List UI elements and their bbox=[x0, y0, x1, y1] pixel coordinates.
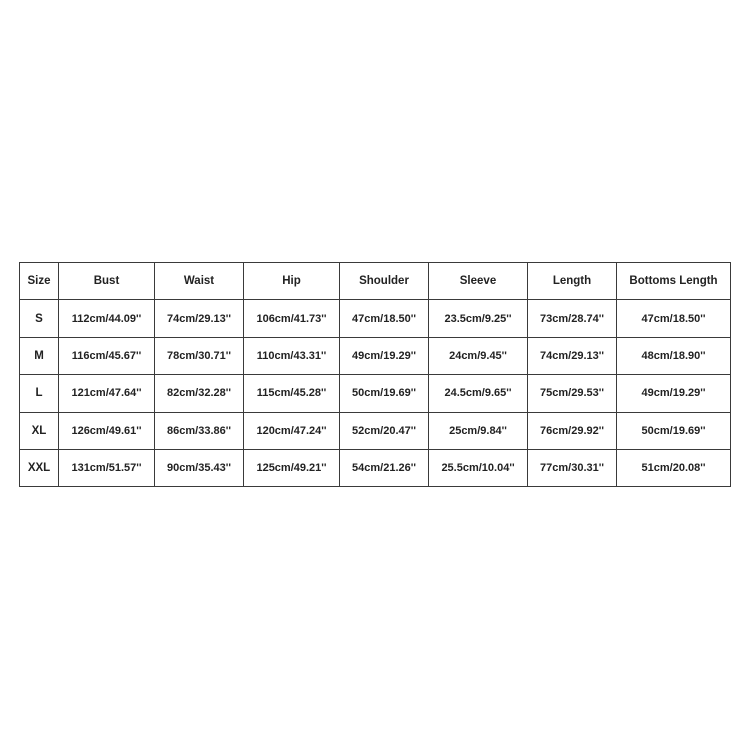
header-size: Size bbox=[20, 263, 59, 300]
length-cell: 77cm/30.31'' bbox=[528, 449, 617, 486]
sleeve-cell: 24cm/9.45'' bbox=[429, 337, 528, 374]
hip-cell: 125cm/49.21'' bbox=[244, 449, 340, 486]
bottoms-length-cell: 50cm/19.69'' bbox=[617, 412, 731, 449]
waist-cell: 86cm/33.86'' bbox=[155, 412, 244, 449]
shoulder-cell: 54cm/21.26'' bbox=[340, 449, 429, 486]
sleeve-cell: 25cm/9.84'' bbox=[429, 412, 528, 449]
length-cell: 74cm/29.13'' bbox=[528, 337, 617, 374]
hip-cell: 106cm/41.73'' bbox=[244, 300, 340, 337]
bust-cell: 112cm/44.09'' bbox=[59, 300, 155, 337]
sleeve-cell: 24.5cm/9.65'' bbox=[429, 375, 528, 412]
table-row bbox=[20, 337, 731, 374]
header-waist: Waist bbox=[155, 263, 244, 300]
shoulder-cell: 49cm/19.29'' bbox=[340, 337, 429, 374]
header-hip: Hip bbox=[244, 263, 340, 300]
shoulder-cell: 52cm/20.47'' bbox=[340, 412, 429, 449]
size-cell: L bbox=[20, 375, 59, 412]
size-chart-table bbox=[19, 262, 731, 487]
header-row bbox=[20, 263, 731, 300]
shoulder-cell: 47cm/18.50'' bbox=[340, 300, 429, 337]
header-bottoms-length: Bottoms Length bbox=[617, 263, 731, 300]
size-cell: XL bbox=[20, 412, 59, 449]
bottoms-length-cell: 51cm/20.08'' bbox=[617, 449, 731, 486]
bottoms-length-cell: 49cm/19.29'' bbox=[617, 375, 731, 412]
bust-cell: 126cm/49.61'' bbox=[59, 412, 155, 449]
hip-cell: 115cm/45.28'' bbox=[244, 375, 340, 412]
header-shoulder: Shoulder bbox=[340, 263, 429, 300]
size-cell: S bbox=[20, 300, 59, 337]
shoulder-cell: 50cm/19.69'' bbox=[340, 375, 429, 412]
header-bust: Bust bbox=[59, 263, 155, 300]
sleeve-cell: 23.5cm/9.25'' bbox=[429, 300, 528, 337]
table-row bbox=[20, 449, 731, 486]
bottoms-length-cell: 48cm/18.90'' bbox=[617, 337, 731, 374]
waist-cell: 74cm/29.13'' bbox=[155, 300, 244, 337]
header-sleeve: Sleeve bbox=[429, 263, 528, 300]
size-cell: XXL bbox=[20, 449, 59, 486]
header-length: Length bbox=[528, 263, 617, 300]
bust-cell: 131cm/51.57'' bbox=[59, 449, 155, 486]
waist-cell: 90cm/35.43'' bbox=[155, 449, 244, 486]
bust-cell: 121cm/47.64'' bbox=[59, 375, 155, 412]
length-cell: 75cm/29.53'' bbox=[528, 375, 617, 412]
waist-cell: 78cm/30.71'' bbox=[155, 337, 244, 374]
table-row bbox=[20, 412, 731, 449]
table-row bbox=[20, 375, 731, 412]
sleeve-cell: 25.5cm/10.04'' bbox=[429, 449, 528, 486]
hip-cell: 110cm/43.31'' bbox=[244, 337, 340, 374]
bottoms-length-cell: 47cm/18.50'' bbox=[617, 300, 731, 337]
hip-cell: 120cm/47.24'' bbox=[244, 412, 340, 449]
waist-cell: 82cm/32.28'' bbox=[155, 375, 244, 412]
bust-cell: 116cm/45.67'' bbox=[59, 337, 155, 374]
length-cell: 73cm/28.74'' bbox=[528, 300, 617, 337]
table-row bbox=[20, 300, 731, 337]
length-cell: 76cm/29.92'' bbox=[528, 412, 617, 449]
size-cell: M bbox=[20, 337, 59, 374]
